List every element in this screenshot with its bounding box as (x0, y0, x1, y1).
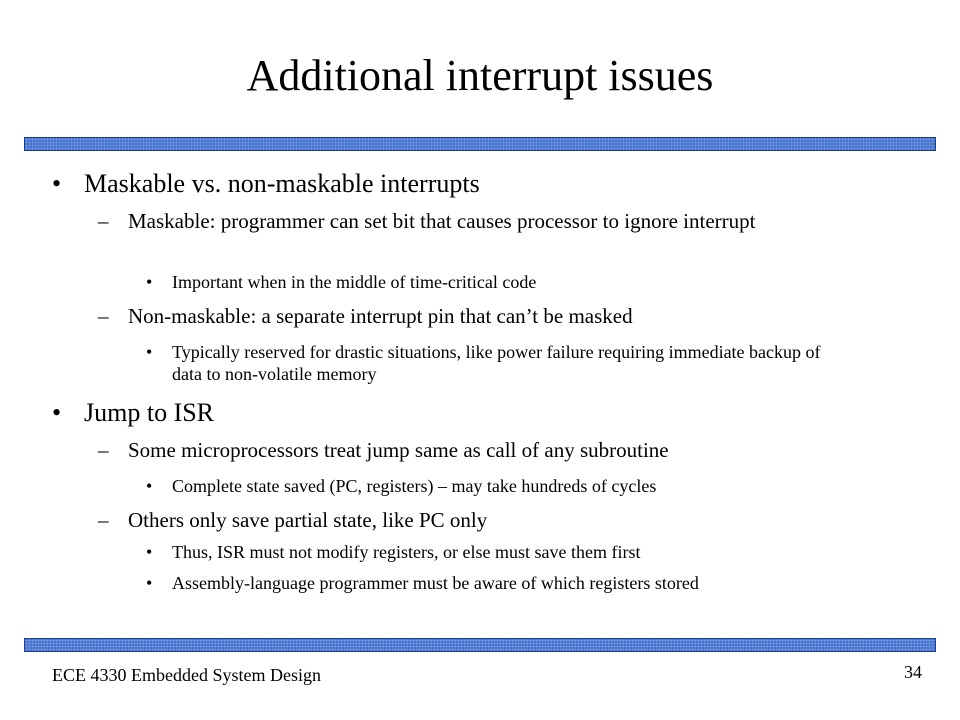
sub-bullet-partial-state (98, 508, 848, 533)
bullet-icon: • (146, 573, 153, 593)
bullet-jump-to-isr (52, 398, 904, 428)
sub-bullet-text: Non-maskable: a separate interrupt pin that can’t be masked (128, 304, 633, 328)
sub-sub-bullet-text: Thus, ISR must not modify registers, or else must save them first (172, 542, 641, 562)
sub-sub-bullet-text: Assembly-language programmer must be aware of which registers stored (172, 573, 699, 593)
sub-bullet-text: Maskable: programmer can set bit that causes processor to ignore interrupt (128, 209, 756, 233)
dash-icon: – (98, 209, 109, 233)
sub-sub-bullet-assembly-programmer (146, 572, 852, 594)
bullet-icon: • (146, 342, 153, 362)
bullet-icon: • (146, 272, 153, 292)
sub-sub-bullet-complete-state (146, 475, 852, 497)
sub-bullet-text: Others only save partial state, like PC only (128, 508, 488, 532)
sub-sub-bullet-text: Important when in the middle of time-critical code (172, 272, 537, 292)
bullet-icon: • (52, 169, 62, 198)
sub-bullet-non-maskable-def (98, 304, 848, 329)
sub-sub-bullet-text: Complete state saved (PC, registers) – may take hundreds of cycles (172, 476, 657, 496)
dash-icon: – (98, 438, 109, 462)
dash-icon: – (98, 508, 109, 532)
sub-bullet-some-microprocessors (98, 438, 848, 463)
bullet-icon: • (146, 476, 153, 496)
bullet-maskable (52, 169, 904, 199)
footer-course-name: ECE 4330 Embedded System Design (52, 665, 321, 685)
sub-bullet-text: Some microprocessors treat jump same as call of any subroutine (128, 438, 669, 462)
bullet-text: Jump to ISR (84, 398, 215, 427)
sub-sub-bullet-isr-registers (146, 541, 852, 563)
dash-icon: – (98, 304, 109, 328)
sub-sub-bullet-drastic-situations (146, 341, 852, 385)
sub-sub-bullet-time-critical (146, 271, 852, 293)
sub-sub-bullet-text: Typically reserved for drastic situations, like power failure requiring immediate backup of data to non-volatile memory (172, 342, 821, 384)
bullet-icon: • (146, 542, 153, 562)
bottom-divider-bar (24, 638, 936, 652)
bullet-icon: • (52, 398, 62, 427)
sub-bullet-maskable-def (98, 209, 848, 234)
bullet-text: Maskable vs. non-maskable interrupts (84, 169, 480, 198)
footer-page-number: 34 (904, 662, 922, 682)
slide-title: Additional interrupt issues (246, 51, 714, 100)
top-divider-bar (24, 137, 936, 151)
